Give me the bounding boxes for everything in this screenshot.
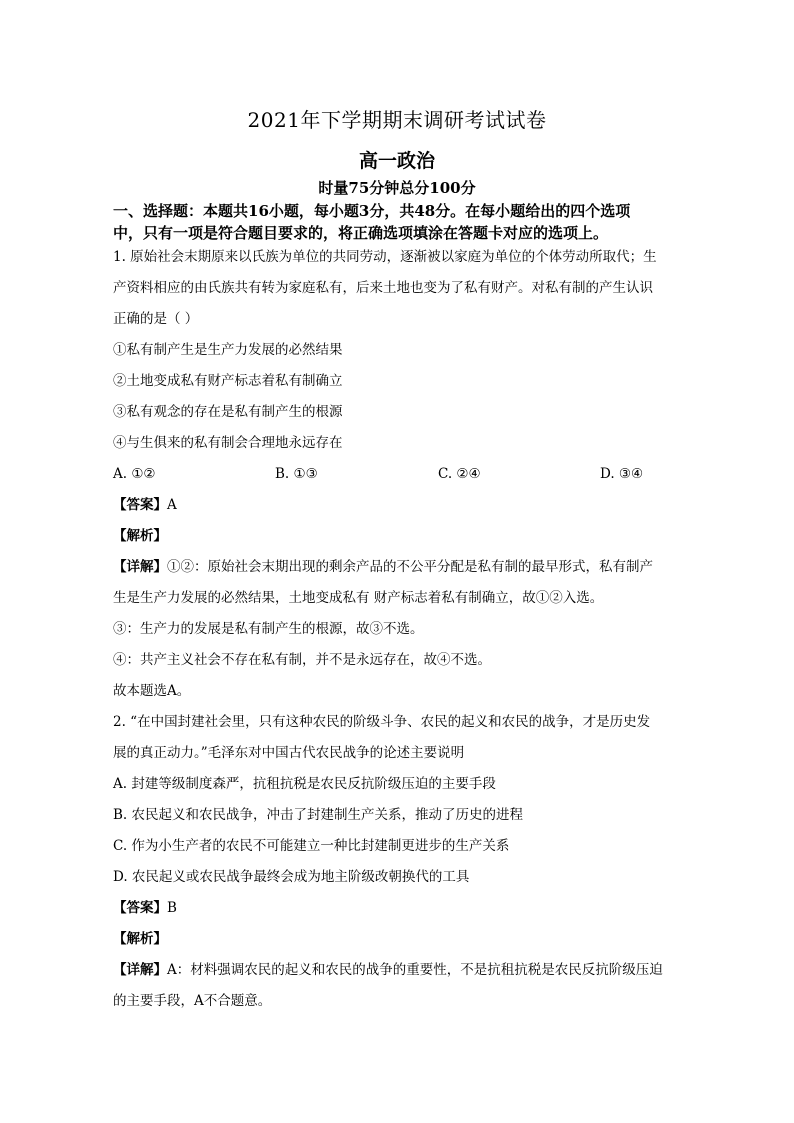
q1-detail-line-4: ④：共产主义社会不存在私有制，并不是永远存在，故④不选。 (113, 652, 491, 668)
exam-subject: 高一政治 (358, 150, 435, 172)
q2-answer-tag: 【答案】 (113, 900, 167, 916)
section-header-line-1: 一、选择题：本题共16小题，每小题3分，共48分。在每小题给出的四个选项 (113, 202, 631, 220)
q2-detail-tag: 【详解】 (113, 962, 167, 978)
q1-conclusion: 故本题选A。 (113, 683, 191, 699)
exam-title: 2021年下学期期末调研考试试卷 (247, 108, 547, 132)
q1-detail-line-1 (113, 558, 653, 576)
q1-item-1: ①私有制产生是生产力发展的必然结果 (113, 342, 343, 358)
q1-detail-tag: 【详解】 (113, 559, 167, 575)
q1-detail-line-2: 生是生产力发展的必然结果，土地变成私有 财产标志着私有制确立，故①②入选。 (113, 590, 604, 606)
q2-stem-line-2: 展的真正动力。”毛泽东对中国古代农民战争的论述主要说明 (113, 745, 465, 761)
q2-detail-text-1: A：材料强调农民的起义和农民的战争的重要性，不是抗租抗税是农民反抗阶级压迫 (167, 962, 663, 978)
section-header-line-2: 中，只有一项是符合题目要求的，将正确选项填涂在答题卡对应的选项上。 (113, 224, 609, 242)
q1-detail-text-1: ①②：原始社会末期出现的剩余产品的不公平分配是私有制的最早形式，私有制产 (167, 559, 653, 575)
q2-option-a: A. 封建等级制度森严，抗租抗税是农民反抗阶级压迫的主要手段 (113, 776, 496, 792)
q2-stem-line-1: 2. “在中国封建社会里，只有这种农民的阶级斗争、农民的起义和农民的战争，才是历史发 (113, 714, 651, 730)
q1-option-a: A. ①② (113, 466, 156, 482)
q1-item-3: ③私有观念的存在是私有制产生的根源 (113, 404, 343, 420)
q1-answer-value: A (167, 497, 177, 513)
q2-option-c: C. 作为小生产者的农民不可能建立一种比封建制更进步的生产关系 (113, 838, 510, 854)
q1-option-c: C. ②④ (438, 466, 481, 482)
q1-answer (113, 496, 177, 514)
q1-option-b: B. ①③ (275, 466, 318, 482)
q1-stem-line-2: 产资料相应的由氏族共有转为家庭私有，后来土地也变为了私有财产。对私有制的产生认识 (113, 280, 653, 296)
q2-answer-value: B (167, 900, 177, 916)
q1-answer-tag: 【答案】 (113, 497, 167, 513)
exam-time-info: 时量75分钟总分100分 (318, 179, 476, 197)
q1-analysis-tag: 【解析】 (113, 528, 167, 544)
q2-option-b: B. 农民起义和农民战争，冲击了封建制生产关系，推动了历史的进程 (113, 807, 524, 823)
q1-stem-line-1: 1. 原始社会末期原来以氏族为单位的共同劳动，逐渐被以家庭为单位的个体劳动所取代；生 (113, 249, 657, 265)
q2-option-d: D. 农民起义或农民战争最终会成为地主阶级改朝换代的工具 (113, 869, 470, 885)
q1-item-2: ②土地变成私有财产标志着私有制确立 (113, 373, 343, 389)
q1-stem-line-3: 正确的是（ ） (113, 311, 199, 327)
q2-answer (113, 899, 177, 917)
q1-detail-line-3: ③：生产力的发展是私有制产生的根源，故③不选。 (113, 621, 424, 637)
q2-analysis (113, 930, 167, 948)
q2-analysis-tag: 【解析】 (113, 931, 167, 947)
q1-option-d: D. ③④ (600, 466, 644, 482)
section-header (113, 200, 683, 244)
q2-detail-line-1 (113, 961, 663, 979)
q2-detail-line-2: 的主要手段，A不合题意。 (113, 993, 272, 1009)
q1-analysis (113, 527, 167, 545)
q1-item-4: ④与生俱来的私有制会合理地永远存在 (113, 435, 343, 451)
